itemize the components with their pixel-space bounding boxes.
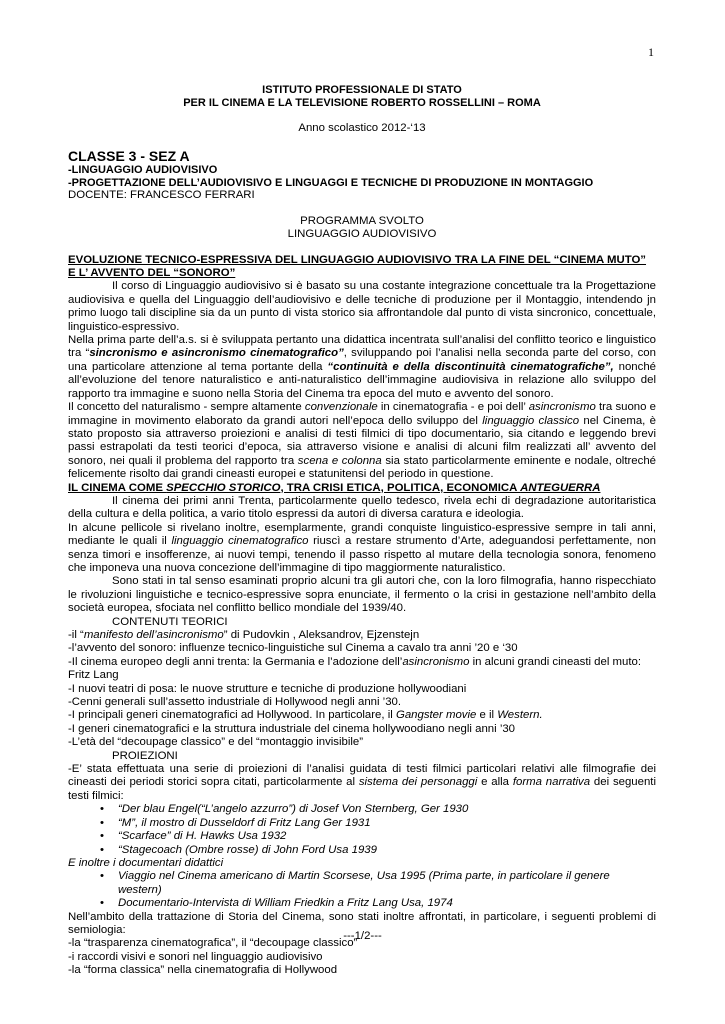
- program-subtitle: LINGUAGGIO AUDIOVISIVO: [287, 228, 437, 241]
- contenuti-item-1: -il “manifesto dell’asincronismo” di Pudovkin , Aleksandrov, Ejzenstejn: [68, 629, 420, 641]
- contenuti-title: CONTENUTI TEORICI: [112, 615, 228, 628]
- film-list: [68, 803, 656, 857]
- program-title: PROGRAMMA SVOLTO: [300, 214, 424, 227]
- semiologia-item-2: -i raccordi visivi e sonori nel linguaggio audiovisivo: [68, 950, 323, 963]
- documentary-item: • Documentario-Intervista di William Friedkin a Fritz Lang Usa, 1974: [100, 897, 453, 910]
- semiologia-intro: Nell’ambito della trattazione di Storia del Cinema, sono stati inoltre affrontati, in particolare, i seguenti problemi di semiologia:: [68, 910, 656, 936]
- class-title: CLASSE 3 - SEZ A: [68, 148, 190, 165]
- proiezioni-paragraph: -E’ stata effettuata una serie di proiezioni di l’analisi guidata di testi filmici particolari relativi alle filmografie dei cineasti dei periodi storici sopra citati, particolarmente al sistema dei personaggi e alla forma narrativa dei seguenti testi filmici:: [68, 763, 657, 802]
- subject-1: -LINGUAGGIO AUDIOVISIVO: [68, 164, 218, 177]
- bullet-icon: •: [100, 870, 104, 883]
- proiezioni-title: PROIEZIONI: [112, 749, 178, 762]
- contenuti-item-4: -I nuovi teatri di posa: le nuove strutture e tecniche di produzione hollywoodiani: [68, 682, 467, 695]
- film-item: • “M”, il mostro di Dusseldorf di Fritz Lang Ger 1931: [100, 816, 371, 829]
- bullet-icon: •: [100, 843, 104, 856]
- school-name: ISTITUTO PROFESSIONALE DI STATO: [262, 84, 462, 96]
- contenuti-item-3: -Il cinema europeo degli anni trenta: la Germania e l’adozione dell’asincronismo in alcuni grandi cineasti del muto: Fritz Lang: [68, 655, 642, 682]
- contenuti-item-5: -Cenni generali sull’assetto industriale di Hollywood negli anni ’30.: [68, 696, 402, 709]
- documentari-title: E inoltre i documentari didattici: [68, 856, 224, 869]
- section1-heading: EVOLUZIONE TECNICO-ESPRESSIVA DEL LINGUAGGIO AUDIOVISIVO TRA LA FINE DEL “CINEMA MUTO” E L’ AVVENTO DEL “SONORO”: [68, 253, 647, 280]
- contenuti-item-7: -I generi cinematografici e la struttura industriale del cinema hollywoodiano negli anni ’30: [68, 722, 516, 735]
- documentary-item: • Viaggio nel Cinema americano di Martin Scorsese, Usa 1995 (Prima parte, in particolare il genere western): [100, 870, 610, 896]
- section1-paragraph-1: Il corso di Linguaggio audiovisivo si è basato su una costante integrazione concettuale tra la Progettazione audiovisiva e quella del Linguaggio dell’audiovisivo e delle tecniche di produzione per il Montaggio, intendendo jn primo luogo tali discipline sia da un punto di vista storico sia affrontandole dal punto di vista sincronico, concettuale, linguistico-espressivo.: [68, 280, 656, 333]
- film-item: • “Der blau Engel(“L’angelo azzurro”) di Josef Von Sternberg, Ger 1930: [100, 803, 469, 816]
- document-body: [68, 84, 656, 978]
- section1-paragraph-2: Nella prima parte dell’a.s. si è sviluppata pertanto una didattica incentrata sull’analisi del conflitto teorico e linguistico tra “sincronismo e asincronismo cinematografico”, sviluppando poi l’analisi nella seconda parte del corso, con una particolare attenzione al tema portante della “continuità e della discontinuità cinematografiche”, nonché all’evoluzione del tenore naturalistico e anti-naturalistico dell’immagine audiovisiva in relazione allo sviluppo del rapporto tra immagine e suono nella Storia del Cinema tra epoca del muto e avvento del sonoro.: [68, 334, 656, 400]
- page-footer: ---1/2---: [343, 930, 382, 942]
- section2-heading: IL CINEMA COME SPECCHIO STORICO, TRA CRISI ETICA, POLITICA, ECONOMICA ANTEGUERRA: [68, 481, 601, 494]
- school-subtitle: PER IL CINEMA E LA TELEVISIONE ROBERTO ROSSELLINI – ROMA: [183, 97, 541, 109]
- semiologia-item-1: -la “trasparenza cinematografica”, il “decoupage classico”: [68, 937, 358, 950]
- section2-paragraph-1: Il cinema dei primi anni Trenta, particolarmente quello tedesco, rivela echi di degradazione autoritaristica della cultura e della politica, a vario titolo espressi da autori di diversa caratura e ideologia.: [68, 494, 656, 521]
- contenuti-item-2: -l’avvento del sonoro: influenze tecnico-linguistiche sul Cinema a cavalo tra anni ’20 e ‘30: [68, 642, 518, 655]
- semiologia-item-3: -la “forma classica” nella cinematografia di Hollywood: [68, 964, 338, 977]
- subject-2: -PROGETTAZIONE DELL’AUDIOVISIVO E LINGUAGGI E TECNICHE DI PRODUZIONE IN MONTAGGIO: [68, 176, 594, 189]
- bullet-icon: •: [100, 816, 104, 829]
- section1-paragraph-3: Il concetto del naturalismo - sempre altamente convenzionale in cinematografia - e poi dell’ asincronismo tra suono e immagine in movimento elaborato da grandi autori nell’epoca dello sviluppo del linguaggio classico nel Cinema, è stato proposto sia attraverso proiezioni e analisi di testi filmici di tipo documentario, sia citando e leggendo brevi passi estrapolati da testi teorici d’epoca, sia attraverso visione e analisi di alcuni film realizzati all’ avvento del sonoro, nei quali il problema del rapporto tra scena e colonna sia stato particolarmente eminente e nodale, oltreché felicemente risolto dai grandi cineasti europei e statunitensi del periodo in questione.: [68, 401, 656, 481]
- contenuti-item-6: -I principali generi cinematografici ad Hollywood. In particolare, il Gangster movie e il Western.: [68, 709, 543, 722]
- film-item: • “Scarface” di H. Hawks Usa 1932: [100, 830, 287, 843]
- film-item: • “Stagecoach (Ombre rosse) di John Ford Usa 1939: [100, 843, 377, 856]
- bullet-icon: •: [100, 830, 104, 843]
- page-number: 1: [648, 45, 654, 59]
- contenuti-item-8: -L’età del “decoupage classico” e del “montaggio invisibile”: [68, 736, 364, 749]
- documentary-list: [68, 870, 656, 910]
- school-year: Anno scolastico 2012-‘13: [298, 122, 426, 134]
- section2-paragraph-3: Sono stati in tal senso esaminati proprio alcuni tra gli autori che, con la loro filmografia, hanno rispecchiato le rivoluzioni linguistiche e tecnico-espressive sopra enunciate, il fermento o la crisi in gestazione nell’ambito della società europea, sfociata nel conflitto bellico mondiale del 1939/40.: [68, 575, 656, 615]
- bullet-icon: •: [100, 897, 104, 910]
- bullet-icon: •: [100, 803, 104, 816]
- section2-paragraph-2: In alcune pellicole si rivelano inoltre, esemplarmente, grandi conquiste linguistico-espressive sempre in tali anni, mediante le quali il linguaggio cinematografico riuscì a restare strumento d’Arte, adeguandosi perfettamente, non senza timori e insofferenze, ai nuovi tempi, tenendo il passo rispetto al mutare della tecnologia sonora, fenomeno che imponeva una nuova concezione dell’immagine di tipo maggiormente naturalistico.: [68, 521, 656, 574]
- teacher: DOCENTE: FRANCESCO FERRARI: [68, 189, 255, 202]
